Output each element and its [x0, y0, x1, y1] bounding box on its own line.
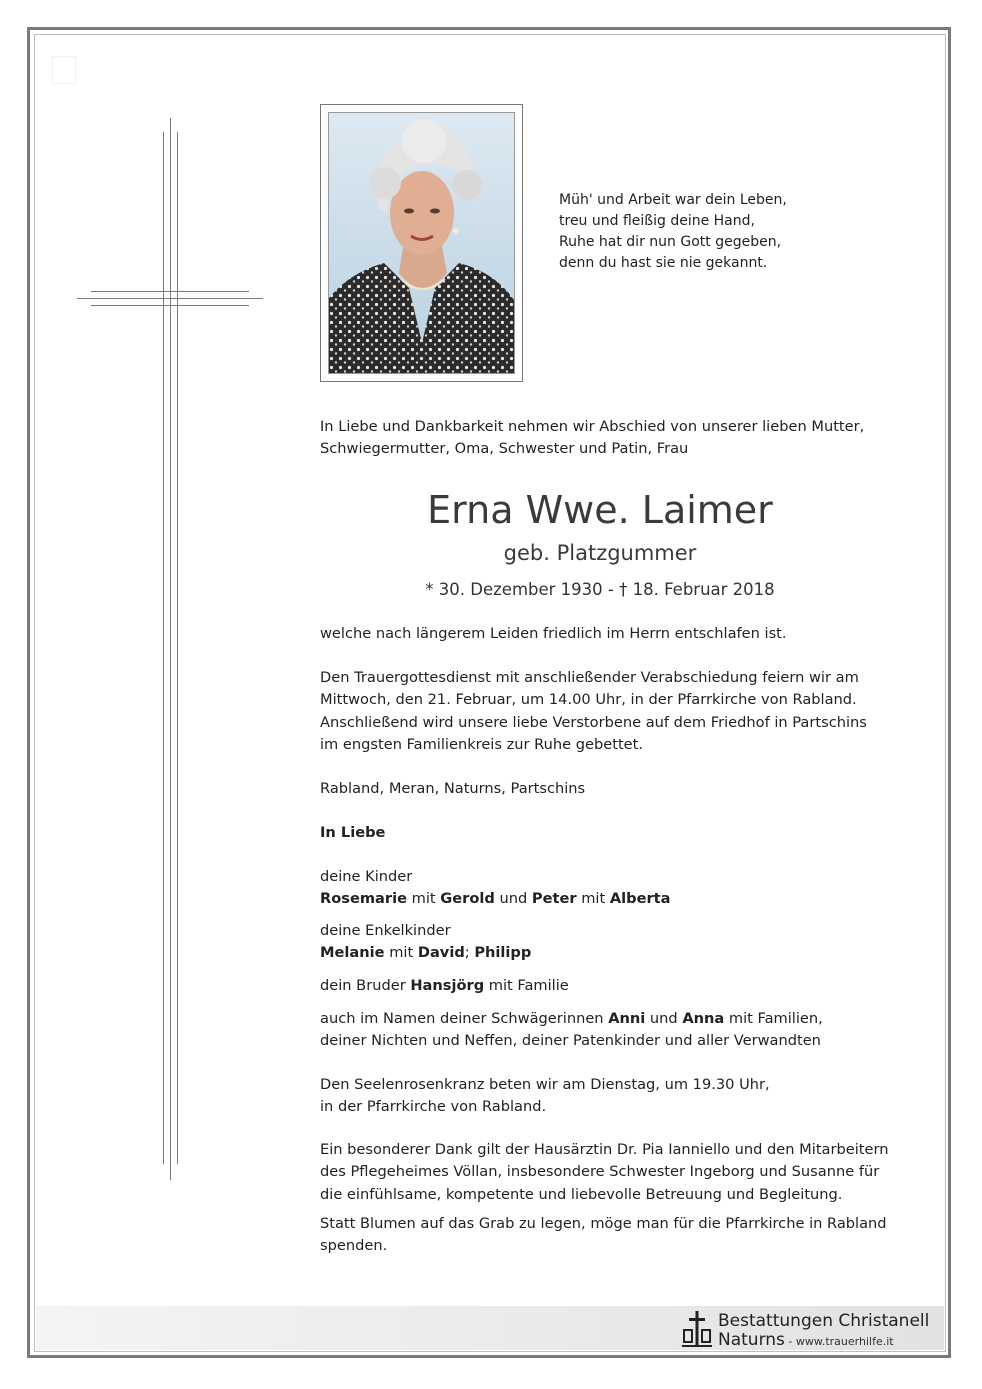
firm-place: Naturns — [718, 1330, 785, 1350]
flowers-text: Statt Blumen auf das Grab zu legen, möge man für die Pfarrkirche in Rabland spenden. — [320, 1215, 887, 1255]
passing-text: welche nach längerem Leiden friedlich im Herrn entschlafen ist. — [320, 625, 787, 642]
firm-name: Bestattungen Christanell — [718, 1311, 930, 1331]
firm-place-line — [718, 1330, 894, 1352]
deceased-name: Erna Wwe. Laimer — [427, 488, 773, 532]
funeral-home-logo-icon — [680, 1309, 714, 1349]
service-text: Den Trauergottesdienst mit anschließender Verabschiedung feiern wir am Mittwoch, den 21. Februar, um 14.00 Uhr, in der Pfarrkirche von Rabland. Anschließend wird unsere liebe Verstorbene auf dem Friedhof in Partschins im engsten Familienkreis zur Ruhe gebettet. — [320, 669, 867, 754]
poem-line: denn du hast sie nie gekannt. — [559, 255, 768, 271]
poem-line: Ruhe hat dir nun Gott gegeben, — [559, 234, 782, 250]
portrait-photo — [328, 112, 515, 374]
poem-line: treu und fleißig deine Hand, — [559, 213, 755, 229]
grandchildren-block: deine Enkelkinder Melanie mit David; Philipp — [320, 922, 532, 962]
poem-line: Müh' und Arbeit war dein Leben, — [559, 192, 787, 208]
thanks-text: Ein besonderer Dank gilt der Hausärztin Dr. Pia Ianniello und den Mitarbeitern des Pflegeheimes Völlan, insbesondere Schwester Ingeborg und Susanne für die einfühlsame, kompetente und liebevolle Betreuung und Begleitung. — [320, 1141, 889, 1203]
inlaws-block: auch im Namen deiner Schwägerinnen Anni und Anna mit Familien, deiner Nichten und Neffen, deiner Patenkinder und aller Verwandten — [320, 1010, 823, 1050]
poem — [559, 190, 859, 274]
corner-mark — [52, 56, 76, 84]
portrait-frame — [320, 104, 523, 382]
places-text: Rabland, Meran, Naturns, Partschins — [320, 780, 586, 797]
children-block: deine Kinder Rosemarie mit Gerold und Peter mit Alberta — [320, 868, 671, 908]
in-love-heading: In Liebe — [320, 824, 386, 841]
life-dates: * 30. Dezember 1930 - † 18. Februar 2018 — [425, 580, 775, 599]
intro-text: In Liebe und Dankbarkeit nehmen wir Abschied von unserer lieben Mutter, Schwiegermutter, Oma, Schwester und Patin, Frau — [320, 418, 865, 458]
maiden-name: geb. Platzgummer — [503, 541, 697, 565]
rosary-text: Den Seelenrosenkranz beten wir am Dienstag, um 19.30 Uhr, in der Pfarrkirche von Rabland. — [320, 1076, 770, 1116]
brother-line: dein Bruder Hansjörg mit Familie — [320, 977, 569, 994]
firm-website: - www.trauerhilfe.it — [784, 1335, 894, 1348]
